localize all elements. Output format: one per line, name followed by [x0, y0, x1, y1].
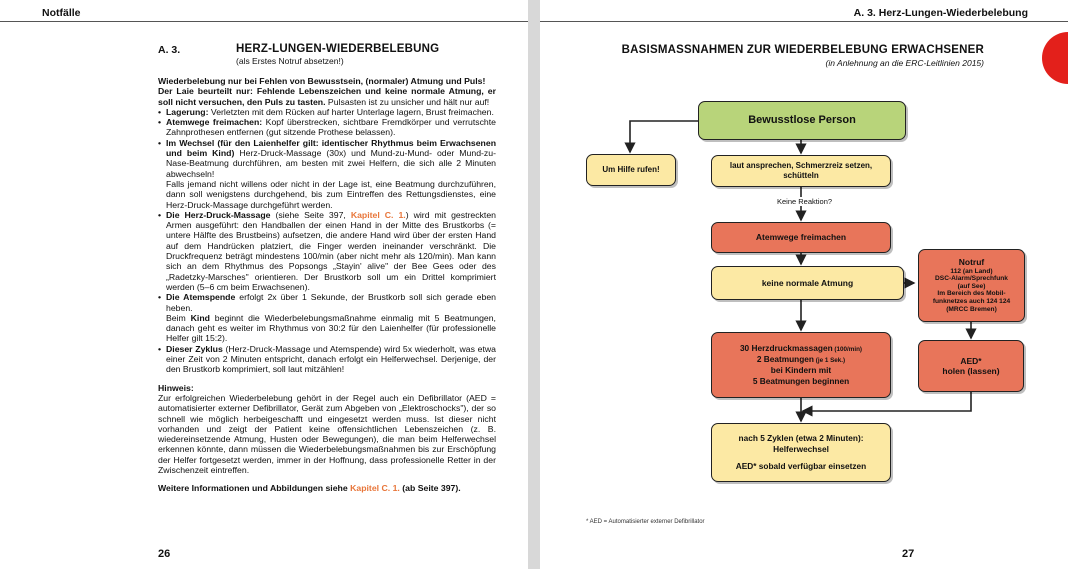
box-label-line: Im Bereich des Mobil-: [937, 290, 1006, 298]
chapter-link[interactable]: Kapitel C. 1.: [350, 483, 400, 494]
spacer: [158, 475, 496, 483]
footnote: * AED = Automatisierter externer Defibrillator: [586, 519, 705, 525]
bullet-bold: Die Atemspende: [166, 292, 236, 303]
box-label-line: (MRCC Bremen): [946, 305, 997, 313]
box-call-for-help: [586, 154, 676, 186]
bullet-text: Verletzten mit dem Rücken auf harter Unterlage lagern, Brust freimachen.: [208, 106, 494, 117]
box-label-line: bei Kindern mit: [770, 365, 832, 376]
section-subtitle: (als Erstes Notruf absetzen!): [236, 56, 344, 66]
list-item: [158, 138, 496, 210]
left-page: [0, 0, 528, 569]
box-label-line: nach 5 Zyklen (etwa 2 Minuten):: [738, 432, 864, 443]
bullet-text: erfolgt 2x über 1 Sekunde, der Brustkorb soll sich gerade eben heben.: [166, 292, 496, 313]
box-helper-change: [711, 423, 891, 482]
more-info-text: Weitere Informationen und Abbildungen siehe: [158, 483, 351, 494]
box-label: Bewusstlose Person: [748, 113, 856, 126]
section-number: A. 3.: [158, 44, 181, 56]
bullet-bold: Dieser Zyklus: [166, 343, 223, 354]
page-title: BASISMASSNAHMEN ZUR WIEDERBELEBUNG ERWACHSENER: [621, 44, 984, 56]
bullet-text: Herz-Druck-Massage (30x) und Mund-zu-Mund- oder Mund-zu-Nase-Beatmung durchführen, am besten mit zwei Helfern, die sich alle 2 Minuten abwechseln!: [166, 148, 497, 179]
page-subtitle: (in Anlehnung an die ERC-Leitlinien 2015): [825, 58, 984, 68]
running-head-text: A. 3. Herz-Lungen-Wiederbelebung: [853, 7, 1028, 19]
box-label-line: funknetzes auch 124 124: [932, 297, 1011, 305]
box-label-line: laut ansprechen, Schmerzreiz setzen,: [729, 161, 873, 171]
bullet-text: Kopf überstrecken, sichtbare Fremdkörper und verrutschte Zahnprothesen entfernen (gut sitzende Prothese belassen).: [166, 117, 497, 138]
box-title: Notruf: [958, 256, 985, 267]
right-page: [540, 0, 1068, 569]
box-label: Um Hilfe rufen!: [602, 165, 660, 175]
page-number: 26: [158, 548, 171, 560]
box-label-line: schütteln: [783, 171, 819, 180]
box-clear-airway: [711, 222, 891, 253]
page-number: 27: [902, 548, 915, 560]
section-title: HERZ-LUNGEN-WIEDERBELEBUNG: [236, 43, 440, 55]
list-item: [158, 117, 496, 138]
box-label-line: (auf See): [957, 282, 986, 290]
bullet-bold: Lagerung:: [166, 106, 209, 117]
bullet-list: [158, 107, 496, 375]
intro-bold-1: Wiederbelebung nur bei Fehlen von Bewusstsein, (normaler) Atmung und Puls!: [158, 76, 486, 86]
bullet-bold: Atemwege freimachen:: [166, 117, 263, 128]
body-text: [158, 76, 496, 494]
bullet-text: (Herz-Druck-Massage und Atemspende) wird 5x wiederholt, was etwa einer Zeit von 2 Minuten entspricht, danach erfolgt ein Helferwechsel. Derjenige, der den Brustkorb komprimiert, soll laut mitzählen!: [166, 343, 496, 375]
box-label-line: Helferwechsel: [773, 443, 829, 454]
box-label-line: AED*: [960, 355, 982, 366]
box-cpr: [711, 332, 891, 398]
box-unconscious-person: [698, 101, 906, 140]
bullet-text: (siehe Seite 397,: [270, 209, 351, 220]
bullet-extra: Beim: [166, 312, 191, 323]
box-label-line: holen (lassen): [942, 366, 1000, 376]
bullet-text: ) wird mit gestreckten Armen ausgeführt: den Handballen der einen Hand in der Mitte des Brustkorbs (= untere Hälfte des Brustbeins) aufsetzen, die andere Hand wird über der ersten Hand auf dem Handrücken platziert, die Finger werden ineinander verschränkt. Die Druckfrequenz beträgt mindestens 100/min (aber nicht mehr als 120/min). Man kann sich an dem Rhythmus des Popsongs „Stayin' alive" der Bee Gees oder des „Radetzky-Marsches" orientieren. Der Brustkorb soll um ein Drittel komprimiert werden (5–6 cm beim Erwachsenen).: [166, 209, 497, 292]
box-label-line: 5 Beatmungen beginnen: [752, 376, 850, 387]
cpr-breath-duration: (je 1 Sek.): [814, 357, 846, 365]
box-label: Atemwege freimachen: [755, 232, 847, 243]
intro-bold-2: Der Laie beurteilt nur: Fehlende Lebenszeichen und keine normale Atmung, er soll nicht versuchen, den Puls zu tasten.: [158, 86, 496, 107]
intro-paragraph: [158, 86, 496, 107]
bullet-bold: Im Wechsel (für den Laienhelfer gilt: identischer Rhythmus beim Erwachsenen und beim Kind): [166, 137, 496, 159]
cpr-rate: (100/min): [832, 346, 863, 354]
running-head: [0, 0, 528, 22]
box-label-line: AED* sobald verfügbar einsetzen: [735, 461, 867, 472]
bullet-extra-bold: Kind: [190, 312, 210, 323]
chapter-link[interactable]: Kapitel C. 1.: [350, 209, 406, 220]
list-item: [158, 344, 496, 375]
hint-text: Zur erfolgreichen Wiederbelebung gehört in der Regel auch ein Defibrillator (AED = automatisierter externer Defibrillator, Gerät zum Abgeben von „Elektroschocks"), der so schnell wie möglich herbeigeschafft und eingesetzt werden muss. Ist dieser nicht vorhanden und zeigt der Patient keine offensichtlichen Lebenszeichen (z. B. wiedereinsetzende Atmung, Husten oder Bewegungen), die man beim Helferwechsel erkennen könnte, dann müssen die Wiederbelebungsmaßnahmen bis zur Erschöpfung der Helfer fortgesetzt werden, immer in der Hoffnung, dass professionelle Retter in der Zwischenzeit eintreffen.: [158, 392, 496, 475]
box-emergency-call: [918, 249, 1025, 322]
box-label-line: [757, 354, 845, 365]
intro-rest: Pulsasten ist zu unsicher und hält nur auf!: [325, 96, 490, 107]
list-item: [158, 292, 496, 343]
bullet-extra: Falls jemand nicht willens oder nicht in der Lage ist, eine Beatmung durchzuführen, dann soll wenigstens durchgehend, bis zum Eintreffen des Rettungsdienstes, eine Herz-Druck-Massage durchgeführt werden.: [166, 178, 496, 210]
more-info-text: (ab Seite 397).: [399, 483, 461, 494]
box-label-line: DSC-Alarm/Sprechfunk: [935, 275, 1008, 283]
box-label-line: 112 (an Land): [950, 267, 993, 275]
bullet-extra: beginnt die Wiederbelebungsmaßnahme einmalig mit 5 Beatmungen, danach geht es weiter im Rhythmus von 30:2 für den Laienhelfer (für professionelle Helfer gilt 15:2).: [166, 312, 496, 344]
edge-label-no-response: Keine Reaktion?: [777, 197, 833, 206]
cpr-breaths: 2 Beatmungen: [756, 354, 814, 365]
box-label-line: [740, 343, 862, 354]
running-head-text: Notfälle: [42, 7, 81, 19]
hint-title: Hinweis:: [158, 382, 194, 393]
box-label: keine normale Atmung: [761, 277, 854, 288]
more-info: [158, 483, 496, 493]
box-get-aed: [918, 340, 1024, 392]
cpr-compressions: 30 Herzdruckmassagen: [739, 343, 833, 354]
box-no-normal-breathing: [711, 266, 904, 300]
list-item: [158, 107, 496, 117]
box-check-response: [711, 155, 891, 187]
bullet-bold: Die Herz-Druck-Massage: [166, 209, 271, 220]
spacer: [158, 375, 496, 383]
arrow-start-to-help: [630, 121, 698, 152]
list-item: [158, 210, 496, 292]
